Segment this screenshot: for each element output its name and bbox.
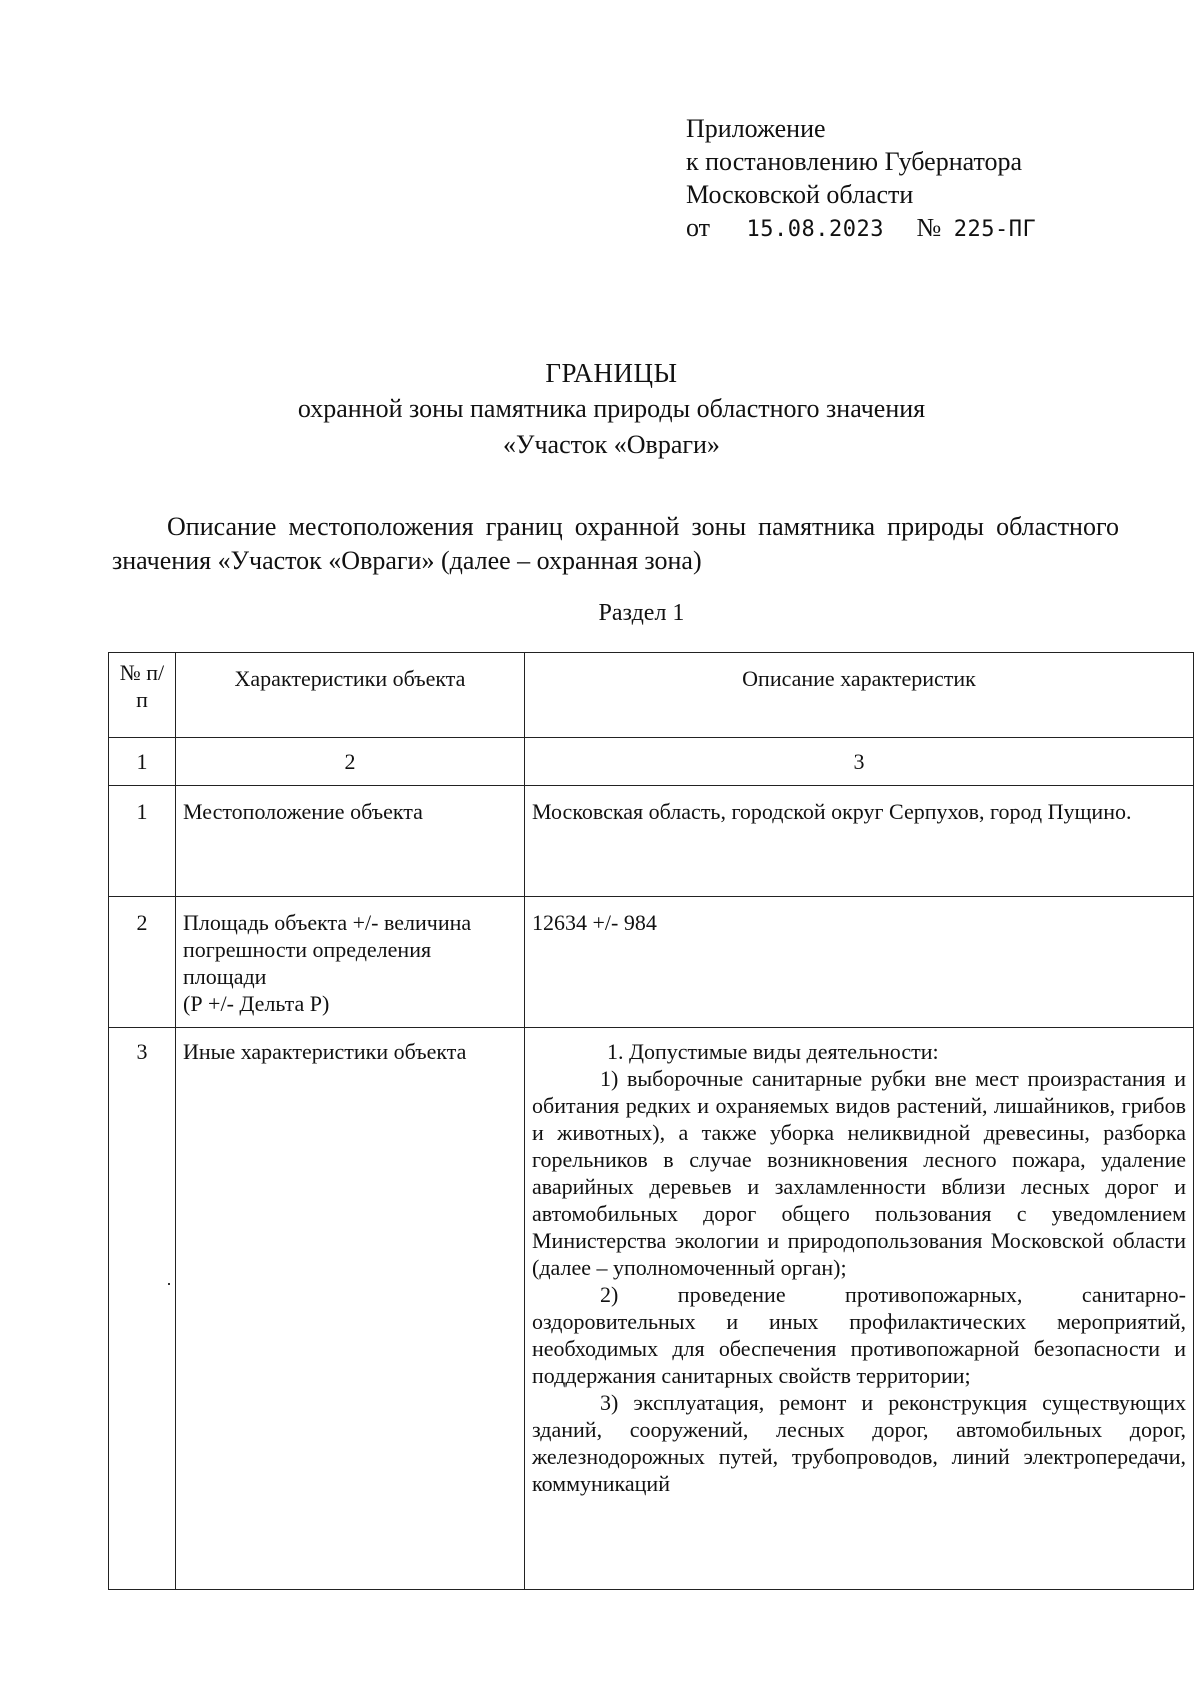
row-characteristic: Местоположение объекта xyxy=(176,786,525,897)
characteristics-table xyxy=(108,652,1194,1590)
section-label: Раздел 1 xyxy=(598,600,685,626)
row-characteristic xyxy=(176,897,525,1028)
boundary-description: Описание местоположения границ охранной зоны памятника природы областного значения «Участок «Овраги» (далее – охранная зона) xyxy=(112,512,1119,575)
number-label: № xyxy=(916,213,942,242)
table-row xyxy=(109,897,1194,1028)
table-row xyxy=(109,1028,1194,1590)
row-value: Московская область, городской округ Серпухов, город Пущино. xyxy=(525,786,1194,897)
activity-item-3: 3) эксплуатация, ремонт и реконструкция существующих зданий, сооружений, лесных дорог, автомобильных дорог, железнодорожных путей, трубопроводов, линий электропередачи, коммуникаций xyxy=(532,1390,1186,1496)
header-description: Описание характеристик xyxy=(525,653,1194,738)
activity-item-2: 2) проведение противопожарных, санитарно-оздоровительных и иных профилактических мероприятий, необходимых для обеспечения противопожарной безопасности и поддержания санитарных свойств территории; xyxy=(532,1282,1186,1388)
row-number: 2 xyxy=(109,897,176,1028)
table-header-row xyxy=(109,653,1194,738)
column-number-2: 2 xyxy=(176,738,525,786)
row-value: 12634 +/- 984 xyxy=(525,897,1194,1028)
resolution-number: 225-ПГ xyxy=(953,217,1037,242)
document-title xyxy=(0,355,1200,463)
row-characteristic-text: Площадь объекта +/- величина погрешности определения площади xyxy=(183,910,472,989)
column-number-1: 1 xyxy=(109,738,176,786)
activities-heading: 1. Допустимые виды деятельности: xyxy=(607,1039,939,1064)
appendix-resolution: к постановлению Губернатора xyxy=(686,147,1023,176)
title-object-name: «Участок «Овраги» xyxy=(503,430,720,459)
title-main: ГРАНИЦЫ xyxy=(545,358,678,388)
row-value xyxy=(525,1028,1194,1590)
header-number: № п/п xyxy=(109,653,176,738)
from-label: от xyxy=(686,213,711,242)
activity-item-1: 1) выборочные санитарные рубки вне мест произрастания и обитания редких и охраняемых видов растений, лишайников, грибов и животных), а также уборка неликвидной древесины, разборка горельников в случае возникновения лесного пожара, удаление аварийных деревьев и захламленности вблизи лесных дорог и автомобильных дорог общего пользования с уведомлением Министерства экологии и природопользования Московской области (далее – уполномоченный орган); xyxy=(532,1066,1186,1280)
row-number: 1 xyxy=(109,786,176,897)
column-number-3: 3 xyxy=(525,738,1194,786)
appendix-title: Приложение xyxy=(686,114,826,143)
title-subtitle: охранной зоны памятника природы областного значения xyxy=(297,394,926,423)
resolution-date: 15.08.2023 xyxy=(746,217,884,242)
appendix-date-line xyxy=(686,211,1036,246)
row-characteristic-formula: (Р +/- Дельта Р) xyxy=(183,991,330,1016)
appendix-header xyxy=(686,112,1036,246)
header-characteristics: Характеристики объекта xyxy=(176,653,525,738)
table-column-numbers-row xyxy=(109,738,1194,786)
row-characteristic: Иные характеристики объекта xyxy=(176,1028,525,1590)
appendix-region: Московской области xyxy=(686,180,914,209)
table-row xyxy=(109,786,1194,897)
row-number: 3 xyxy=(109,1028,176,1590)
scan-speck xyxy=(168,1283,170,1285)
